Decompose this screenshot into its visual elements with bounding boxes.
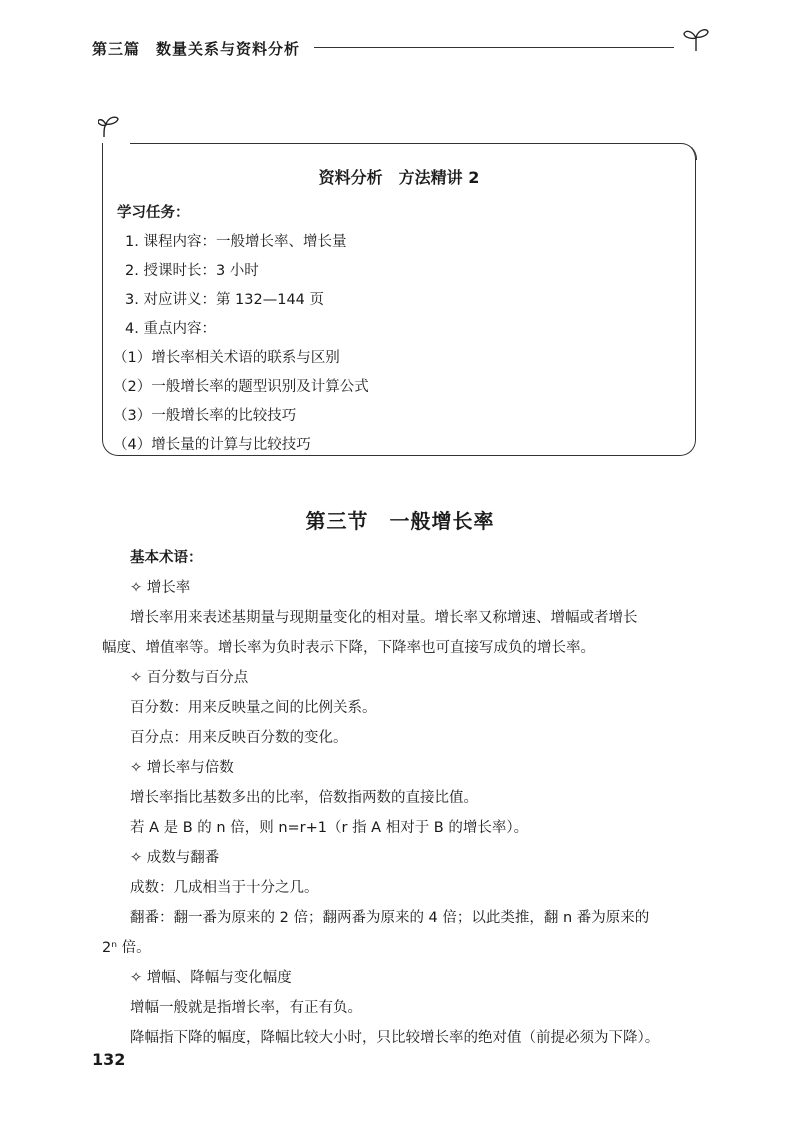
- term-heading: ✧ 成数与翻番: [130, 850, 220, 866]
- paragraph-line: 降幅指下降的幅度，降幅比较大小时，只比较增长率的绝对值（前提必须为下降）。: [130, 1030, 660, 1046]
- box-title: 资料分析 方法精讲 2: [318, 168, 480, 187]
- task-item: 3. 对应讲义：第 132—144 页: [125, 292, 325, 308]
- study-task-box: [102, 143, 696, 456]
- box-content: [113, 199, 369, 460]
- key-point-item: （2）一般增长率的题型识别及计算公式: [113, 379, 369, 395]
- key-point-item: （4）增长量的计算与比较技巧: [113, 437, 311, 453]
- paragraph-line: 成数：几成相当于十分之几。: [130, 880, 319, 896]
- header-title: 第三篇 数量关系与资料分析: [92, 40, 301, 58]
- paragraph-line: 幅度、增值率等。增长率为负时表示下降，下降率也可直接写成负的增长率。: [102, 640, 595, 656]
- term-heading: ✧ 增长率: [130, 580, 191, 596]
- page-header: [92, 32, 712, 62]
- section-title: 第三节 一般增长率: [305, 509, 495, 533]
- paragraph-line: 翻番：翻一番为原来的 2 倍；翻两番为原来的 4 倍；以此类推，翻 n 番为原来的: [130, 910, 650, 926]
- sprout-icon: [682, 26, 710, 52]
- task-item: 4. 重点内容：: [125, 321, 216, 337]
- paragraph-line: 若 A 是 B 的 n 倍，则 n=r+1（r 指 A 相对于 B 的增长率）。: [130, 820, 529, 836]
- paragraph-line: 百分点：用来反映百分数的变化。: [130, 730, 348, 746]
- page-number: 132: [92, 1050, 126, 1069]
- term-heading: ✧ 增长率与倍数: [130, 760, 234, 776]
- paragraph-line: 增长率指比基数多出的比率，倍数指两数的直接比值。: [130, 790, 478, 806]
- terms-label: 基本术语：: [130, 550, 203, 566]
- task-item: 2. 授课时长：3 小时: [125, 263, 259, 279]
- task-item: 1. 课程内容：一般增长率、增长量: [125, 234, 347, 250]
- study-task-label: 学习任务：: [117, 205, 190, 221]
- key-point-item: （1）增长率相关术语的联系与区别: [113, 350, 340, 366]
- paragraph-line: 百分数：用来反映量之间的比例关系。: [130, 700, 377, 716]
- sprout-icon: [98, 112, 128, 138]
- term-heading: ✧ 增幅、降幅与变化幅度: [130, 970, 292, 986]
- section-body: [102, 543, 702, 1053]
- paragraph-line: 增幅一般就是指增长率，有正有负。: [130, 1000, 362, 1016]
- term-heading: ✧ 百分数与百分点: [130, 670, 249, 686]
- paragraph-line: 2ⁿ 倍。: [102, 940, 151, 956]
- key-point-item: （3）一般增长率的比较技巧: [113, 408, 297, 424]
- paragraph-line: 增长率用来表述基期量与现期量变化的相对量。增长率又称增速、增幅或者增长: [130, 610, 638, 626]
- header-rule: [314, 47, 674, 48]
